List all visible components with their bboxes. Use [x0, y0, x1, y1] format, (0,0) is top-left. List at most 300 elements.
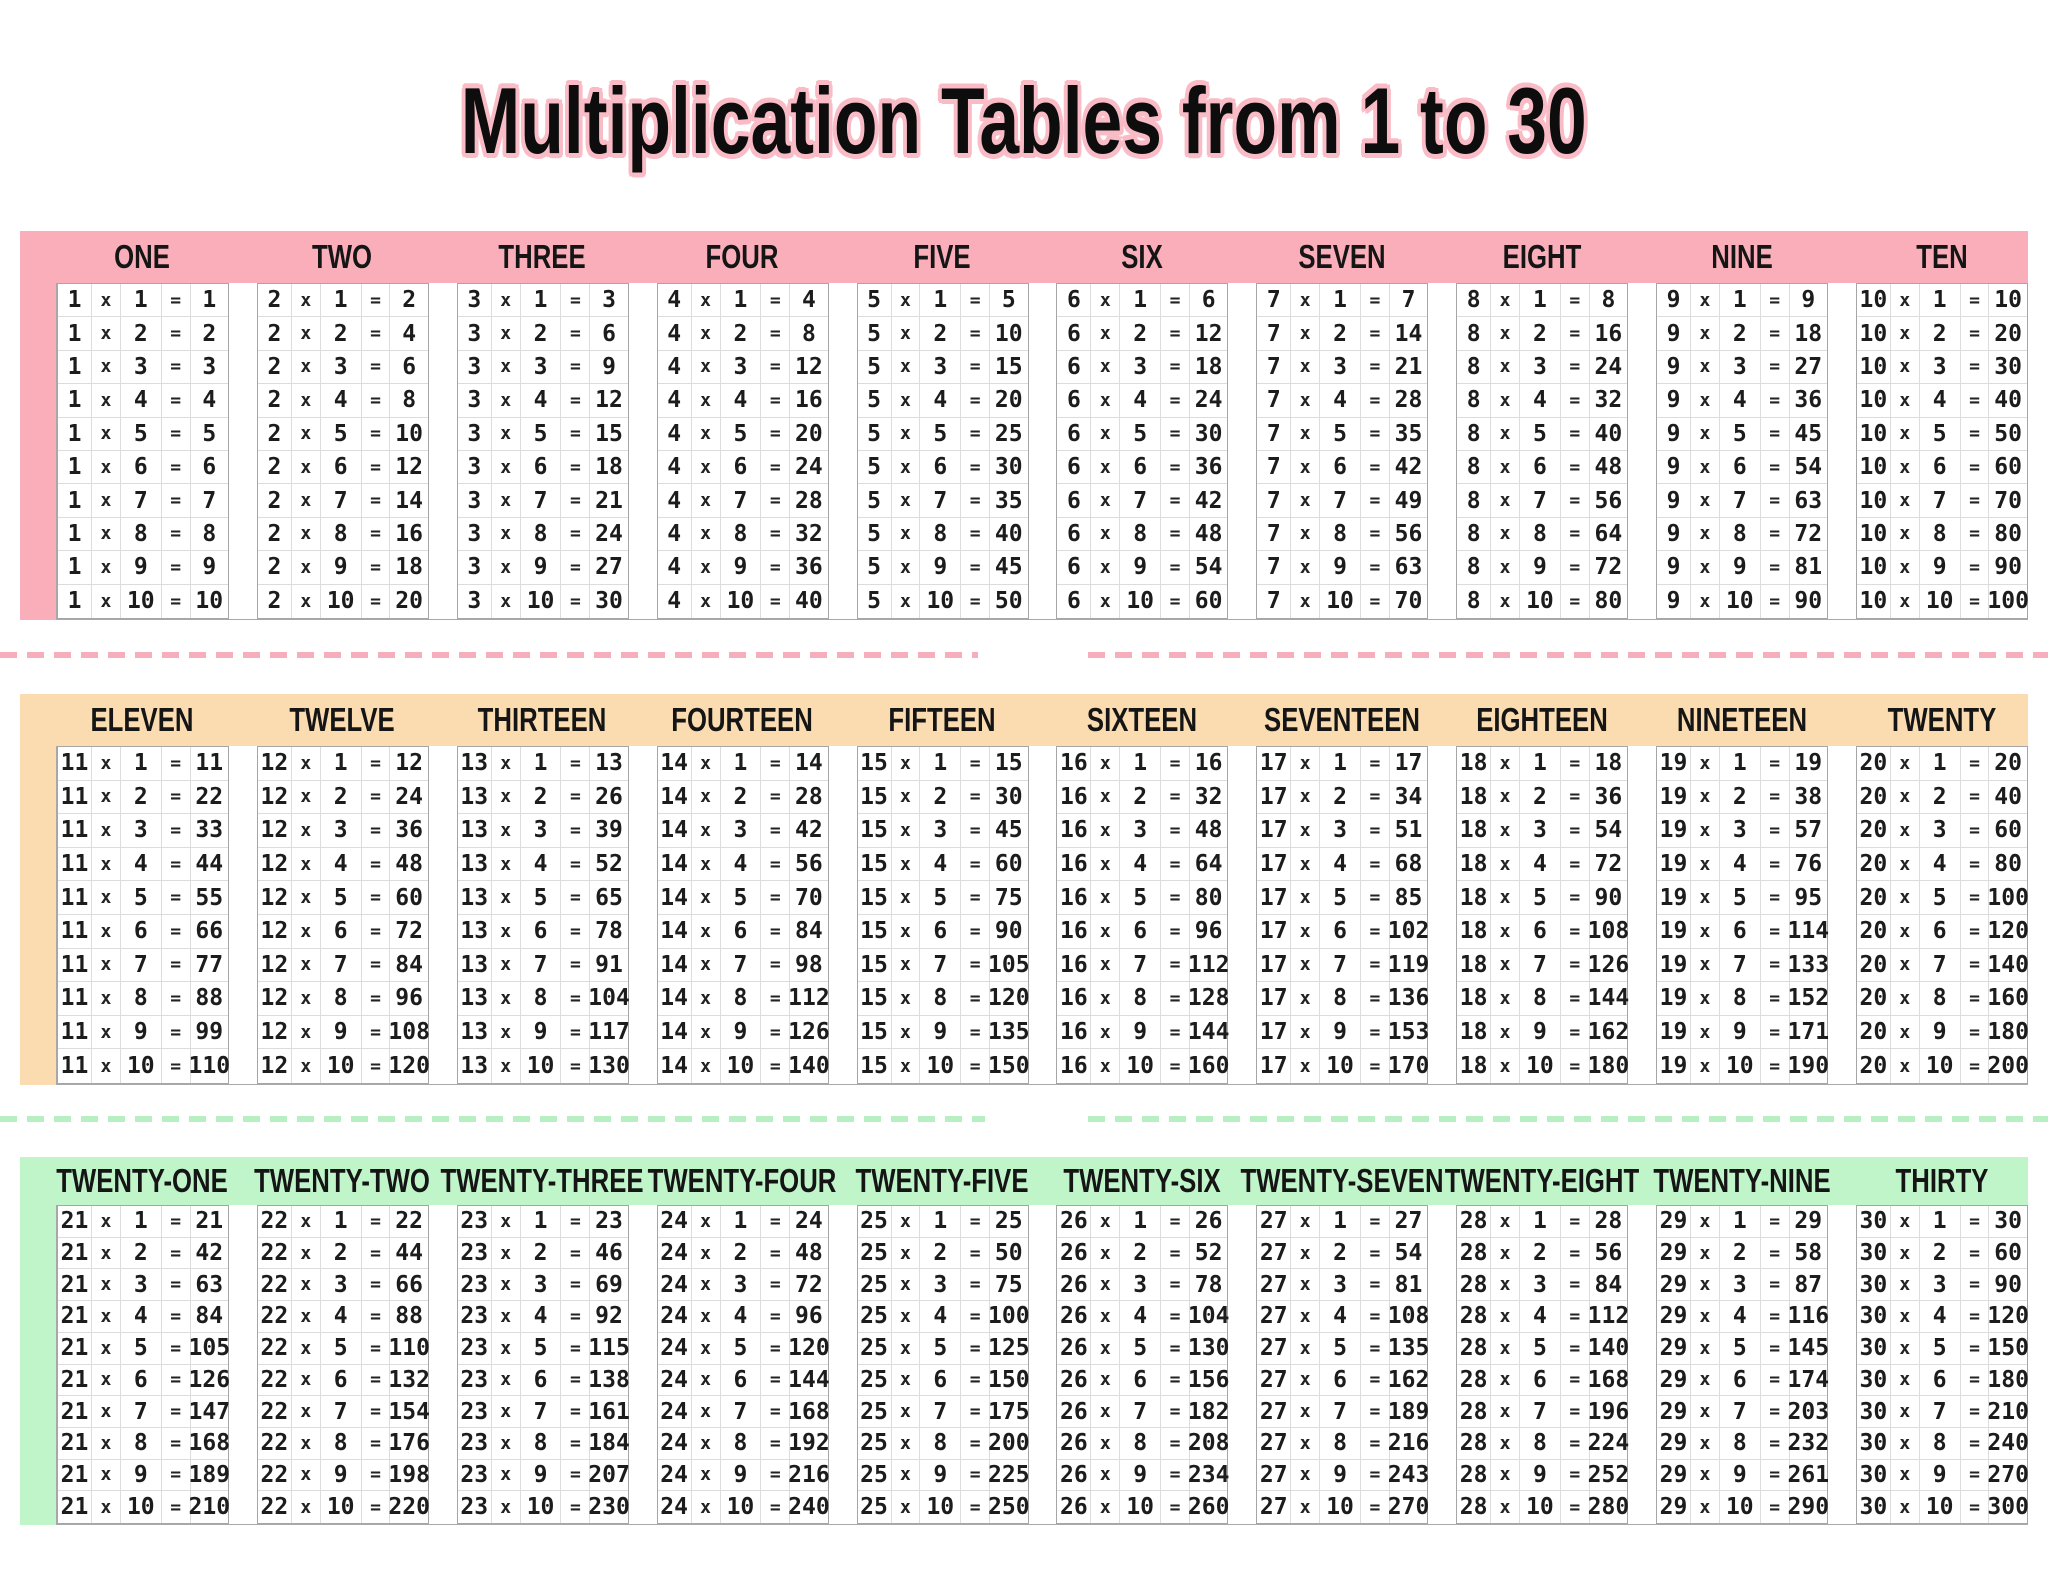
- cell-equals: =: [561, 317, 590, 349]
- table-row: [1657, 747, 1827, 781]
- cell-factor: 29: [1657, 1206, 1691, 1237]
- cell-product: 30: [1194, 420, 1223, 447]
- cell-operator: x: [692, 915, 721, 948]
- cell-equals: =: [162, 451, 191, 483]
- cell-operator: x: [1091, 1206, 1120, 1237]
- cell-factor: 17: [1257, 781, 1291, 814]
- cell-equals: =: [1561, 284, 1590, 316]
- cell-multiplier: 5: [1320, 418, 1361, 450]
- table-row: [58, 1365, 231, 1397]
- cell-operator: x: [492, 1049, 521, 1083]
- cell-equals: =: [561, 484, 590, 516]
- cell-factor: 5: [858, 384, 892, 416]
- cell-operator: x: [1291, 1396, 1320, 1427]
- cell-product: 15: [994, 750, 1023, 777]
- cell-equals: =: [1361, 585, 1390, 618]
- cell-equals: =: [162, 1365, 191, 1396]
- header-label-three: THREE: [498, 238, 586, 275]
- table-row: [858, 982, 1028, 1016]
- cell-product: 30: [994, 454, 1023, 481]
- cell-equals: =: [961, 848, 990, 881]
- cell-product: 25: [994, 1208, 1023, 1235]
- cell-equals: =: [1161, 1396, 1190, 1427]
- cell-equals: =: [362, 1049, 391, 1083]
- cell-product: 10: [195, 588, 224, 615]
- cell-equals: =: [761, 1238, 790, 1269]
- cell-equals: =: [1361, 1238, 1390, 1269]
- cell-operator: x: [1091, 551, 1120, 583]
- cell-product: 42: [1394, 454, 1423, 481]
- cell-operator: x: [292, 1206, 321, 1237]
- cell-product: 10: [1994, 287, 2022, 314]
- cell-product: 180: [1587, 1053, 1630, 1080]
- cell-factor: 4: [658, 284, 692, 316]
- cell-operator: x: [1291, 781, 1320, 814]
- table-row: [1057, 585, 1227, 618]
- cell-factor: 8: [1457, 518, 1491, 550]
- cell-factor: 4: [658, 518, 692, 550]
- cell-operator: x: [1491, 881, 1520, 914]
- cell-equals: =: [1761, 1365, 1790, 1396]
- cell-product: 84: [1594, 1271, 1623, 1298]
- cell-multiplier: 3: [121, 351, 162, 383]
- multiplication-table-9: [1656, 283, 1828, 619]
- cell-equals: =: [162, 1238, 191, 1269]
- cell-product: 260: [1187, 1494, 1230, 1521]
- cell-multiplier: 7: [920, 484, 961, 516]
- cell-operator: x: [492, 1491, 521, 1523]
- cell-operator: x: [492, 484, 521, 516]
- cell-factor: 15: [858, 949, 892, 982]
- header-label-eighteen: EIGHTEEN: [1476, 701, 1608, 738]
- cell-operator: x: [1091, 1049, 1120, 1083]
- table-row: [258, 747, 428, 781]
- cell-operator: x: [1891, 1365, 1920, 1396]
- cell-product: 36: [1194, 454, 1223, 481]
- cell-product: 9: [602, 353, 616, 380]
- cell-equals: =: [561, 747, 590, 780]
- cell-equals: =: [961, 1301, 990, 1332]
- cell-factor: 16: [1057, 848, 1091, 881]
- cell-equals: =: [761, 1301, 790, 1332]
- cell-equals: =: [1361, 1365, 1390, 1396]
- cell-product: 270: [1387, 1494, 1430, 1521]
- cell-product: 96: [1194, 918, 1223, 945]
- cell-operator: x: [1891, 317, 1920, 349]
- cell-product: 105: [988, 951, 1030, 978]
- header-label-twenty: TWENTY: [1887, 701, 1997, 738]
- cell-product: 252: [1587, 1461, 1630, 1488]
- cell-equals: =: [1161, 284, 1190, 316]
- cell-factor: 24: [658, 1269, 692, 1300]
- header-label-twenty-eight: TWENTY-EIGHT: [1444, 1162, 1640, 1199]
- cell-multiplier: 3: [920, 1269, 961, 1300]
- cell-factor: 24: [658, 1396, 692, 1427]
- cell-factor: 28: [1457, 1333, 1491, 1364]
- cell-equals: =: [1561, 781, 1590, 814]
- table-row: [658, 1365, 828, 1397]
- table-row: [1657, 451, 1827, 484]
- cell-product: 32: [1594, 387, 1623, 414]
- cell-operator: x: [1491, 747, 1520, 780]
- cell-equals: =: [961, 384, 990, 416]
- cell-equals: =: [1561, 1491, 1590, 1523]
- cell-multiplier: 1: [121, 284, 162, 316]
- cell-factor: 22: [258, 1365, 292, 1396]
- cell-multiplier: 4: [1920, 384, 1961, 416]
- table-row: [258, 384, 428, 417]
- table-row: [58, 1491, 231, 1523]
- cell-operator: x: [1491, 1396, 1520, 1427]
- table-row: [1857, 848, 2027, 882]
- table-row: [1657, 881, 1827, 915]
- cell-operator: x: [1291, 1460, 1320, 1491]
- table-row: [658, 881, 828, 915]
- cell-product: 32: [1194, 783, 1223, 810]
- cell-operator: x: [1291, 351, 1320, 383]
- cell-product: 8: [801, 320, 816, 347]
- table-row: [258, 781, 428, 815]
- cell-multiplier: 5: [920, 418, 961, 450]
- cell-factor: 12: [258, 949, 292, 982]
- table-row: [258, 1365, 428, 1397]
- cell-equals: =: [961, 1396, 990, 1427]
- cell-factor: 1: [58, 518, 92, 550]
- cell-factor: 19: [1657, 814, 1691, 847]
- cell-factor: 5: [858, 585, 892, 618]
- cell-factor: 9: [1657, 451, 1691, 483]
- cell-factor: 7: [1257, 418, 1291, 450]
- table-row: [858, 881, 1028, 915]
- cell-multiplier: 5: [521, 1333, 562, 1364]
- cell-product: 90: [1994, 1271, 2022, 1298]
- table-row: [1457, 585, 1627, 618]
- table-row: [58, 551, 228, 584]
- cell-multiplier: 7: [920, 949, 961, 982]
- cell-equals: =: [561, 585, 590, 618]
- cell-factor: 17: [1257, 848, 1291, 881]
- cell-equals: =: [961, 284, 990, 316]
- cell-product: 28: [1594, 1208, 1623, 1235]
- cell-equals: =: [362, 814, 391, 847]
- cell-operator: x: [1491, 982, 1520, 1015]
- cell-operator: x: [692, 1016, 721, 1049]
- cell-operator: x: [1091, 1333, 1120, 1364]
- cell-equals: =: [162, 484, 191, 516]
- cell-operator: x: [892, 518, 921, 550]
- cell-factor: 29: [1657, 1301, 1691, 1332]
- table-row: [658, 518, 828, 551]
- header-label-seven: SEVEN: [1298, 238, 1386, 275]
- cell-equals: =: [1561, 384, 1590, 416]
- cell-operator: x: [892, 1238, 921, 1269]
- cell-equals: =: [1161, 1460, 1190, 1491]
- cell-product: 29: [1794, 1208, 1823, 1235]
- cell-factor: 2: [258, 451, 292, 483]
- cell-multiplier: 8: [1320, 518, 1361, 550]
- cell-equals: =: [1361, 848, 1390, 881]
- cell-factor: 14: [658, 949, 692, 982]
- cell-factor: 11: [58, 848, 92, 881]
- cell-product: 88: [395, 1303, 423, 1330]
- cell-factor: 12: [258, 781, 292, 814]
- cell-product: 104: [1187, 1303, 1230, 1330]
- cell-equals: =: [561, 781, 590, 814]
- cell-equals: =: [362, 982, 391, 1015]
- cell-multiplier: 8: [1920, 518, 1961, 550]
- cell-equals: =: [1161, 518, 1190, 550]
- cell-multiplier: 3: [1520, 351, 1561, 383]
- cell-operator: x: [1291, 848, 1320, 881]
- cell-operator: x: [92, 418, 121, 450]
- cell-multiplier: 1: [521, 284, 562, 316]
- cell-factor: 15: [858, 1016, 892, 1049]
- cell-product: 90: [1794, 588, 1823, 615]
- table-row: [1657, 814, 1827, 848]
- cell-equals: =: [362, 1396, 391, 1427]
- cell-equals: =: [561, 384, 590, 416]
- cell-equals: =: [1961, 1365, 1990, 1396]
- table-row: [1257, 1206, 1427, 1238]
- table-row: [1057, 1049, 1230, 1083]
- cell-product: 72: [1594, 554, 1623, 581]
- cell-factor: 22: [258, 1428, 292, 1459]
- cell-product: 16: [795, 387, 823, 414]
- cell-factor: 6: [1057, 317, 1091, 349]
- table-row: [58, 1333, 231, 1365]
- table-row: [1057, 1269, 1227, 1301]
- cell-factor: 14: [658, 747, 692, 780]
- cell-product: 80: [1594, 588, 1623, 615]
- cell-product: 136: [1387, 985, 1430, 1012]
- cell-factor: 11: [58, 982, 92, 1015]
- cell-operator: x: [1291, 585, 1320, 618]
- cell-multiplier: 9: [121, 1016, 162, 1049]
- cell-equals: =: [761, 585, 790, 618]
- cell-multiplier: 4: [1920, 1301, 1961, 1332]
- cell-multiplier: 5: [1920, 1333, 1961, 1364]
- cell-product: 18: [1594, 750, 1623, 777]
- cell-product: 144: [1587, 985, 1630, 1012]
- cell-operator: x: [492, 1365, 521, 1396]
- cell-multiplier: 7: [121, 1396, 162, 1427]
- cell-multiplier: 2: [1920, 317, 1961, 349]
- cell-product: 72: [1594, 851, 1623, 878]
- cell-equals: =: [961, 1460, 990, 1491]
- cell-equals: =: [162, 949, 191, 982]
- table-row: [258, 1301, 428, 1333]
- table-row: [658, 1428, 828, 1460]
- cell-operator: x: [892, 1491, 921, 1523]
- cell-product: 18: [595, 454, 623, 481]
- cell-equals: =: [1961, 1238, 1990, 1269]
- cell-operator: x: [292, 747, 321, 780]
- cell-product: 128: [1187, 985, 1230, 1012]
- cell-operator: x: [1091, 915, 1120, 948]
- header-label-nine: NINE: [1711, 238, 1773, 275]
- cell-multiplier: 8: [1720, 1428, 1761, 1459]
- cell-factor: 3: [458, 384, 492, 416]
- cell-factor: 22: [258, 1238, 292, 1269]
- cell-product: 170: [1387, 1053, 1430, 1080]
- cell-product: 75: [994, 884, 1023, 911]
- cell-product: 38: [1794, 783, 1823, 810]
- cell-operator: x: [1891, 949, 1920, 982]
- cell-multiplier: 4: [1320, 848, 1361, 881]
- cell-multiplier: 10: [1720, 1049, 1761, 1083]
- cell-multiplier: 6: [521, 451, 562, 483]
- cell-factor: 30: [1857, 1238, 1891, 1269]
- cell-product: 75: [994, 1271, 1023, 1298]
- cell-multiplier: 1: [1720, 1206, 1761, 1237]
- cell-factor: 24: [658, 1365, 692, 1396]
- cell-equals: =: [162, 1396, 191, 1427]
- cell-factor: 16: [1057, 814, 1091, 847]
- cell-operator: x: [692, 317, 721, 349]
- cell-factor: 14: [658, 915, 692, 948]
- cell-product: 135: [988, 1019, 1030, 1046]
- cell-product: 180: [1987, 1019, 2029, 1046]
- cell-multiplier: 2: [1720, 1238, 1761, 1269]
- cell-multiplier: 7: [1520, 949, 1561, 982]
- cell-factor: 26: [1057, 1238, 1091, 1269]
- cell-operator: x: [692, 384, 721, 416]
- cell-operator: x: [1491, 1460, 1520, 1491]
- table-row: [858, 1365, 1028, 1397]
- table-row: [1257, 451, 1427, 484]
- cell-factor: 26: [1057, 1333, 1091, 1364]
- table-row: [458, 384, 628, 417]
- table-row: [658, 747, 828, 781]
- cell-equals: =: [961, 317, 990, 349]
- cell-equals: =: [1761, 1206, 1790, 1237]
- cell-multiplier: 10: [920, 1049, 961, 1083]
- cell-operator: x: [1291, 915, 1320, 948]
- cell-multiplier: 2: [721, 781, 762, 814]
- cell-factor: 3: [458, 518, 492, 550]
- cell-operator: x: [692, 814, 721, 847]
- cell-equals: =: [362, 949, 391, 982]
- table-row: [1857, 384, 2027, 417]
- cell-operator: x: [292, 1396, 321, 1427]
- table-row: [1257, 814, 1427, 848]
- cell-factor: 19: [1657, 1049, 1691, 1083]
- table-row: [858, 949, 1028, 983]
- cell-equals: =: [162, 1428, 191, 1459]
- table-row: [1457, 484, 1627, 517]
- cell-product: 66: [195, 918, 224, 945]
- cell-factor: 20: [1857, 949, 1891, 982]
- cell-equals: =: [362, 284, 391, 316]
- cell-factor: 7: [1257, 585, 1291, 618]
- cell-operator: x: [1291, 484, 1320, 516]
- cell-equals: =: [1561, 848, 1590, 881]
- cell-product: 5: [202, 420, 217, 447]
- cell-equals: =: [1161, 1491, 1190, 1523]
- cell-operator: x: [292, 781, 321, 814]
- table-row: [1257, 317, 1427, 350]
- cell-factor: 5: [858, 317, 892, 349]
- cell-operator: x: [92, 949, 121, 982]
- multiplication-table-15: [857, 746, 1029, 1084]
- cell-product: 108: [388, 1019, 430, 1046]
- cell-multiplier: 10: [1920, 585, 1961, 618]
- cell-equals: =: [1561, 982, 1590, 1015]
- cell-factor: 25: [858, 1365, 892, 1396]
- table-row: [1857, 1491, 2027, 1523]
- cell-factor: 29: [1657, 1238, 1691, 1269]
- cell-factor: 8: [1457, 484, 1491, 516]
- cell-operator: x: [1091, 1301, 1120, 1332]
- table-row: [1257, 585, 1427, 618]
- cell-equals: =: [561, 551, 590, 583]
- cell-factor: 22: [258, 1333, 292, 1364]
- cell-operator: x: [692, 551, 721, 583]
- cell-operator: x: [1091, 781, 1120, 814]
- cell-multiplier: 1: [920, 284, 961, 316]
- cell-multiplier: 10: [1920, 1049, 1961, 1083]
- cell-product: 216: [788, 1461, 830, 1488]
- multiplication-table-29: [1656, 1205, 1828, 1524]
- cell-equals: =: [761, 747, 790, 780]
- cell-equals: =: [1361, 1016, 1390, 1049]
- cell-multiplier: 7: [1720, 1396, 1761, 1427]
- table-row: [1057, 1365, 1230, 1397]
- cell-equals: =: [362, 451, 391, 483]
- cell-product: 13: [595, 750, 623, 777]
- table-row: [1657, 284, 1827, 317]
- cell-factor: 7: [1257, 551, 1291, 583]
- cell-equals: =: [1961, 551, 1990, 583]
- cell-equals: =: [961, 982, 990, 1015]
- cell-product: 7: [1401, 287, 1416, 314]
- cell-equals: =: [1761, 881, 1790, 914]
- cell-multiplier: 10: [1320, 1049, 1361, 1083]
- cell-factor: 15: [858, 982, 892, 1015]
- cell-equals: =: [1361, 814, 1390, 847]
- table-row: [858, 1428, 1028, 1460]
- cell-product: 8: [202, 520, 217, 547]
- cell-equals: =: [761, 814, 790, 847]
- cell-operator: x: [292, 518, 321, 550]
- table-row: [258, 1428, 428, 1460]
- table-row: [1857, 814, 2027, 848]
- cell-product: 72: [795, 1271, 823, 1298]
- cell-factor: 30: [1857, 1333, 1891, 1364]
- cell-factor: 20: [1857, 982, 1891, 1015]
- cell-operator: x: [1691, 1301, 1720, 1332]
- cell-operator: x: [1491, 418, 1520, 450]
- cell-equals: =: [1961, 1301, 1990, 1332]
- cell-multiplier: 9: [1920, 551, 1961, 583]
- table-row: [1457, 982, 1630, 1016]
- cell-product: 100: [988, 1303, 1030, 1330]
- cell-factor: 12: [258, 881, 292, 914]
- cell-product: 11: [195, 750, 224, 777]
- cell-factor: 27: [1257, 1269, 1291, 1300]
- cell-product: 63: [195, 1271, 224, 1298]
- cell-operator: x: [1891, 418, 1920, 450]
- cell-product: 192: [788, 1430, 830, 1457]
- cell-product: 27: [595, 554, 623, 581]
- cell-product: 40: [1994, 387, 2022, 414]
- table-row: [1857, 1269, 2027, 1301]
- cell-multiplier: 9: [721, 1460, 762, 1491]
- cell-multiplier: 1: [321, 284, 362, 316]
- cell-factor: 14: [658, 781, 692, 814]
- cell-product: 57: [1794, 817, 1823, 844]
- cell-equals: =: [1761, 1238, 1790, 1269]
